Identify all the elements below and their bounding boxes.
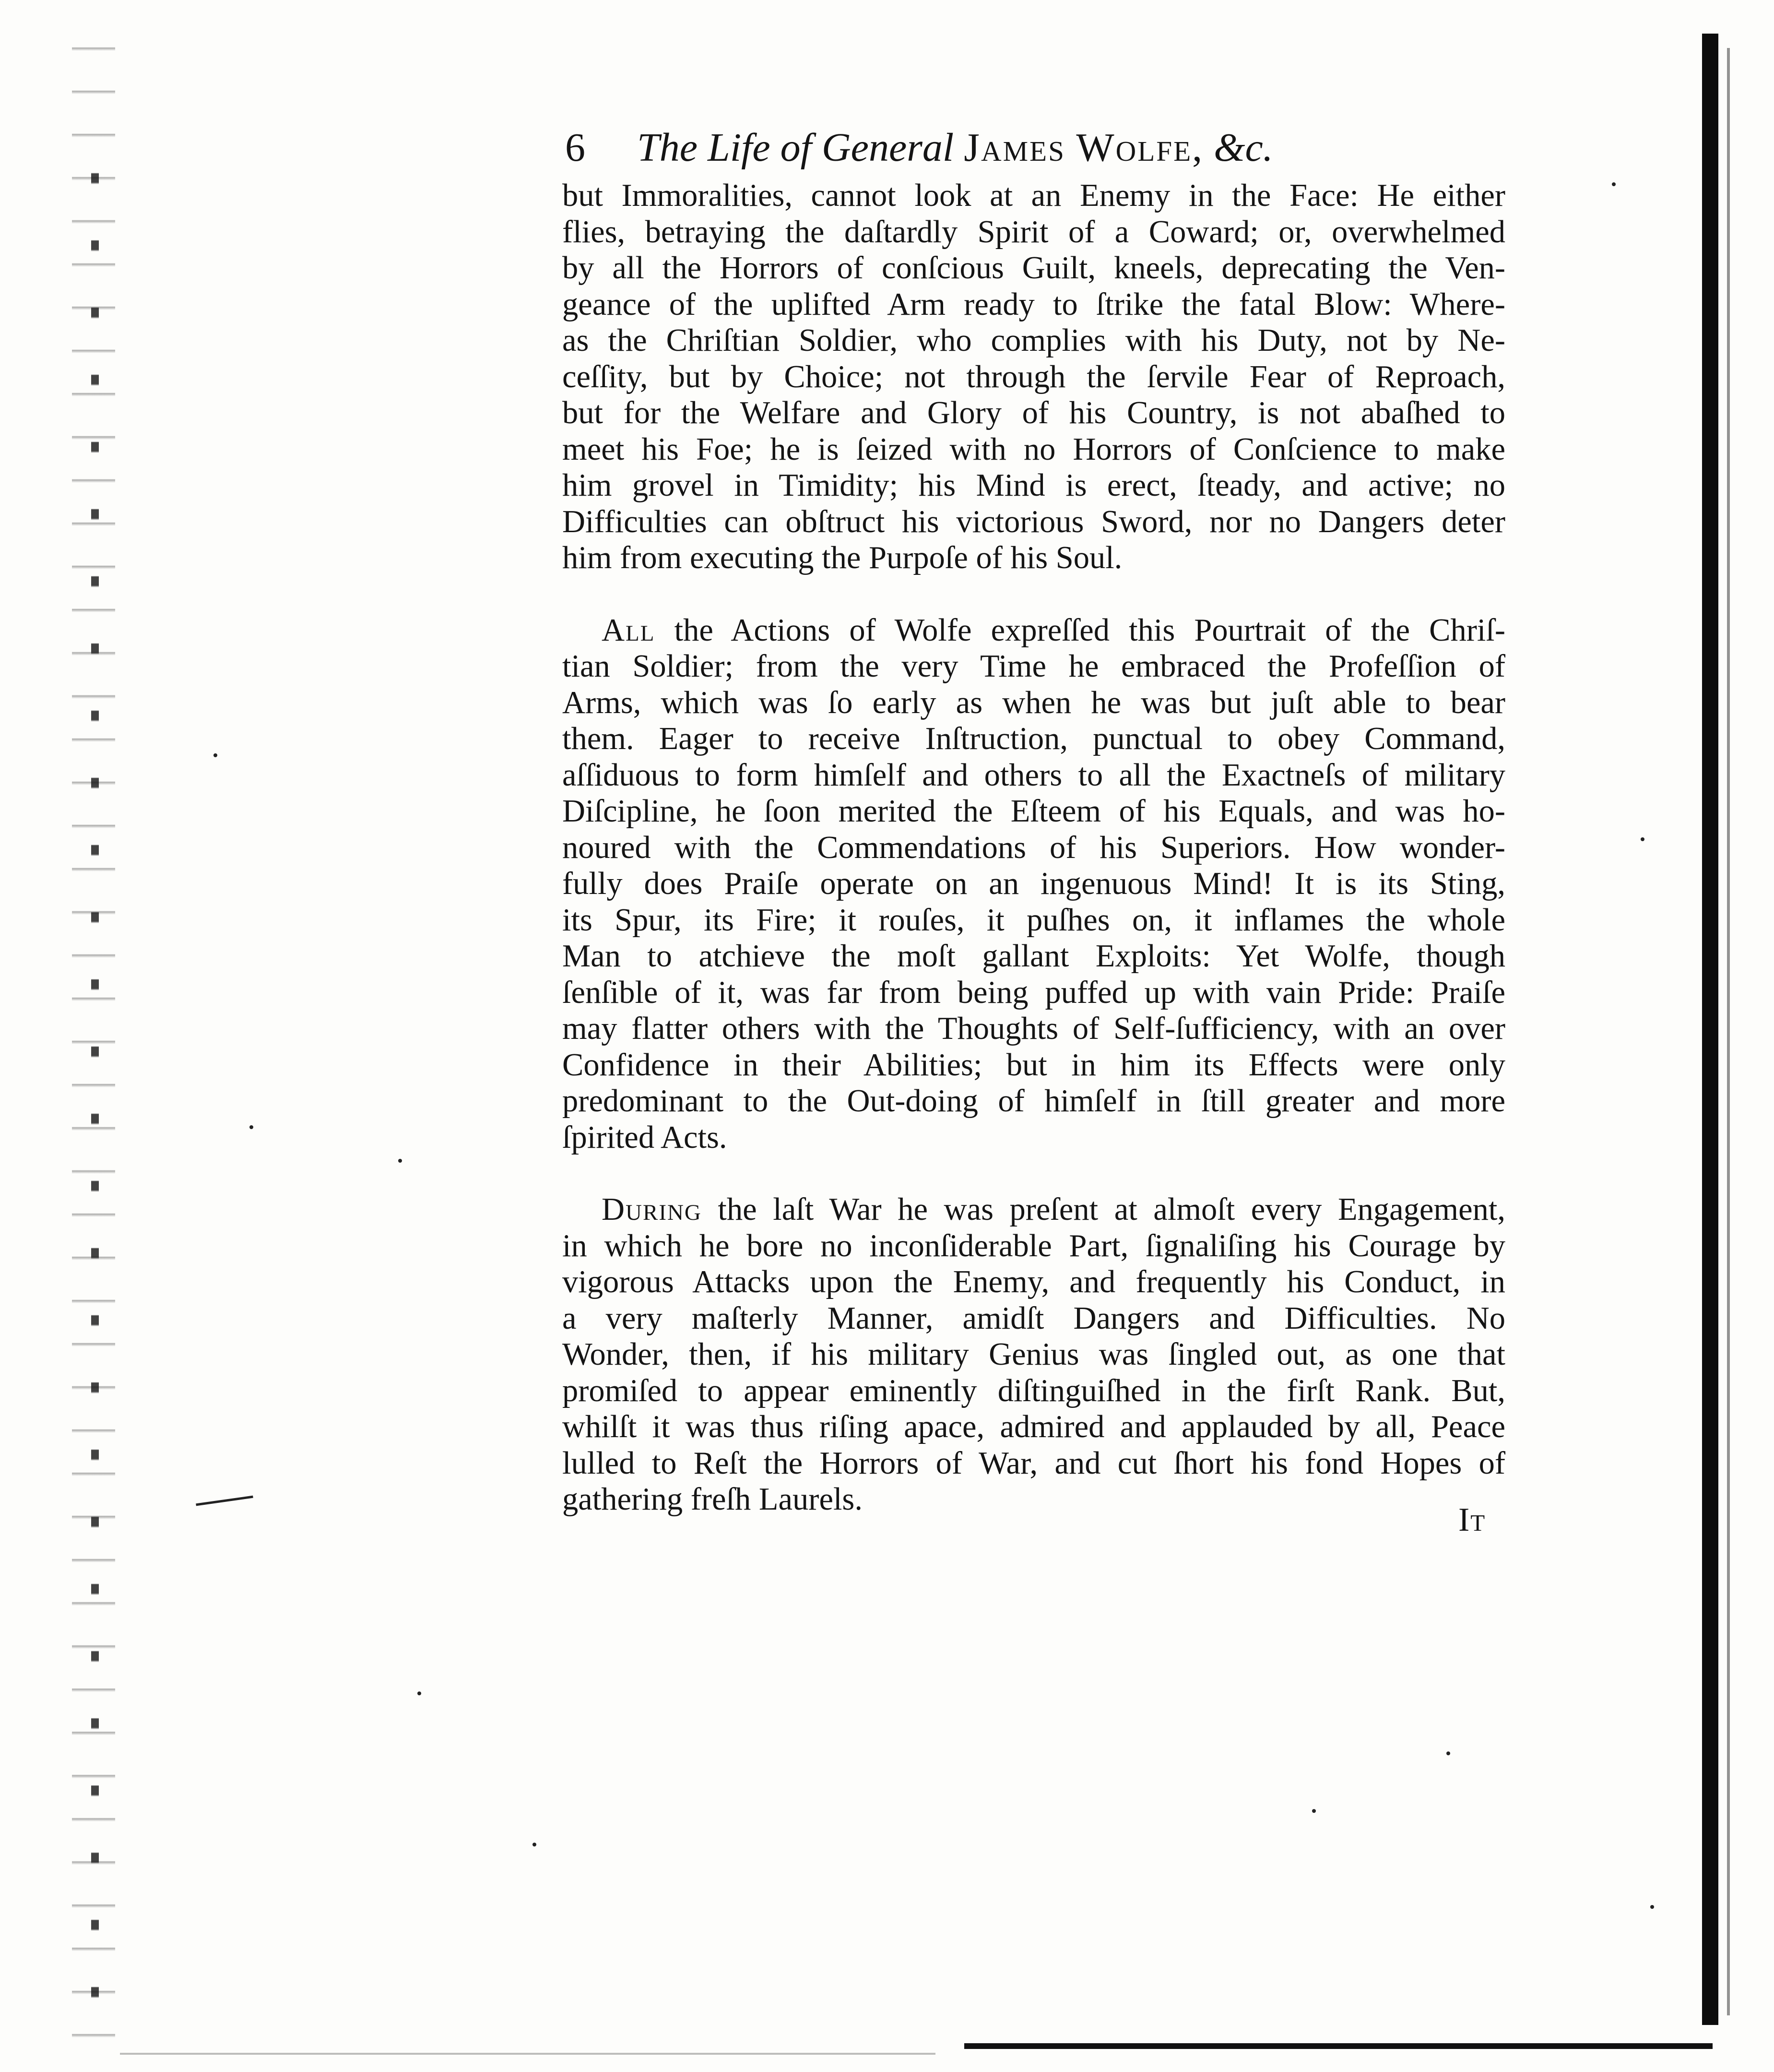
text-line: lulled to Reſt the Horrors of War, and cut ſhort his fond Hopes of [562, 1445, 1505, 1481]
text-line: a very maſterly Manner, amidſt Dangers and Difficulties. No [562, 1300, 1505, 1336]
ink-speck [1650, 1905, 1654, 1909]
text-line: as the Chriſtian Soldier, who complies with his Duty, not by Ne- [562, 323, 1505, 358]
paragraph-spacing [562, 1155, 1505, 1191]
ink-speck [1312, 1809, 1316, 1813]
running-title-etc: &c. [1214, 125, 1273, 170]
text-line: them. Eager to receive Inſtruction, punctual to obey Command, [562, 721, 1505, 756]
text-line: ſenſible of it, was far from being puffed up with vain Pride: Praiſe [562, 975, 1505, 1010]
ink-speck [249, 1125, 253, 1129]
paragraph-2 [562, 612, 1505, 1156]
text-line: predominant to the Out-doing of himſelf in ſtill greater and more [562, 1084, 1505, 1119]
running-title-italic: The Life of General [637, 125, 954, 170]
text-line-first [562, 1191, 1505, 1228]
text-line: in which he bore no inconſiderable Part, ſignaliſing his Courage by [562, 1228, 1505, 1263]
text-line: geance of the uplifted Arm ready to ſtrike the fatal Blow: Where- [562, 286, 1505, 322]
text-line: promiſed to appear eminently diſtinguiſhed in the firſt Rank. But, [562, 1373, 1505, 1408]
text-line: Confidence in their Abilities; but in him its Effects were only [562, 1047, 1505, 1083]
text-line-first [562, 612, 1505, 649]
bottom-edge-rule [964, 2043, 1713, 2049]
ink-speck [213, 753, 217, 757]
text-line: meet his Foe; he is ſeized with no Horrors of Conſcience to make [562, 431, 1505, 467]
page-edge-dark-bar [1702, 34, 1718, 2025]
body-text [562, 178, 1505, 1518]
text-line: Diſcipline, he ſoon merited the Eſteem of his Equals, and was ho- [562, 794, 1505, 829]
paragraph-3 [562, 1191, 1505, 1518]
text-line: Difficulties can obſtruct his victorious Sword, nor no Dangers deter [562, 504, 1505, 539]
paragraph-spacing [562, 576, 1505, 612]
text-line: ceſſity, but by Choice; not through the ſervile Fear of Reproach, [562, 359, 1505, 394]
text-line: vigorous Attacks upon the Enemy, and frequently his Conduct, in [562, 1264, 1505, 1299]
text-line: Arms, which was ſo early as when he was but juſt able to bear [562, 685, 1505, 720]
text-line: by all the Horrors of conſcious Guilt, kneels, deprecating the Ven- [562, 250, 1505, 286]
ink-speck [532, 1843, 536, 1846]
text-line: ſpirited Acts. [562, 1119, 727, 1155]
text-line: Man to atchieve the moſt gallant Exploits: Yet Wolfe, though [562, 939, 1505, 974]
paragraph-1 [562, 178, 1505, 576]
text-line: noured with the Commendations of his Superiors. How wonder- [562, 830, 1505, 865]
text-line: gathering freſh Laurels. [562, 1482, 863, 1517]
text-line: its Spur, its Fire; it rouſes, it puſhes on, it inflames the whole [562, 902, 1505, 938]
text-line: may flatter others with the Thoughts of Self-ſufficiency, with an over [562, 1011, 1505, 1046]
running-head [565, 119, 1505, 177]
text-line: but Immoralities, cannot look at an Enemy in the Face: He either [562, 178, 1505, 213]
ink-speck [398, 1159, 402, 1163]
bottom-edge-faint-rule [120, 2053, 935, 2055]
ink-speck [1612, 182, 1616, 186]
text-line: him grovel in Timidity; his Mind is erect, ſteady, and active; no [562, 468, 1505, 503]
text-line: whilſt it was thus riſing apace, admired and applauded by all, Peace [562, 1409, 1505, 1444]
ink-speck [1446, 1751, 1450, 1755]
text-line: tian Soldier; from the very Time he embraced the Profeſſion of [562, 649, 1505, 684]
paragraph-lead-word: During [602, 1192, 702, 1227]
running-title-name: James Wolfe, [964, 125, 1204, 170]
ink-speck [417, 1691, 421, 1695]
page-edge-thin-line [1727, 48, 1730, 2015]
page-number: 6 [565, 125, 585, 170]
binding-edge-marks [91, 144, 99, 2015]
text-line: flies, betraying the daſtardly Spirit of a Coward; or, overwhelmed [562, 214, 1505, 250]
ink-speck [1641, 837, 1644, 841]
text-line-rest: the laſt War he was preſent at almoſt every Engagement, [701, 1192, 1505, 1227]
text-line: fully does Praiſe operate on an ingenuous Mind! It is its Sting, [562, 866, 1505, 901]
paragraph-lead-word: All [602, 612, 655, 648]
text-line: him from executing the Purpoſe of his Soul. [562, 540, 1123, 575]
stray-ink-mark [196, 1496, 253, 1506]
text-line: aſſiduous to form himſelf and others to all the Exactneſs of military [562, 757, 1505, 793]
text-line: but for the Welfare and Glory of his Country, is not abaſhed to [562, 395, 1505, 430]
text-line-rest: the Actions of Wolfe expreſſed this Pourtrait of the Chriſ- [655, 612, 1505, 648]
catchword: It [1458, 1501, 1486, 1538]
text-line: Wonder, then, if his military Genius was ſingled out, as one that [562, 1337, 1505, 1372]
